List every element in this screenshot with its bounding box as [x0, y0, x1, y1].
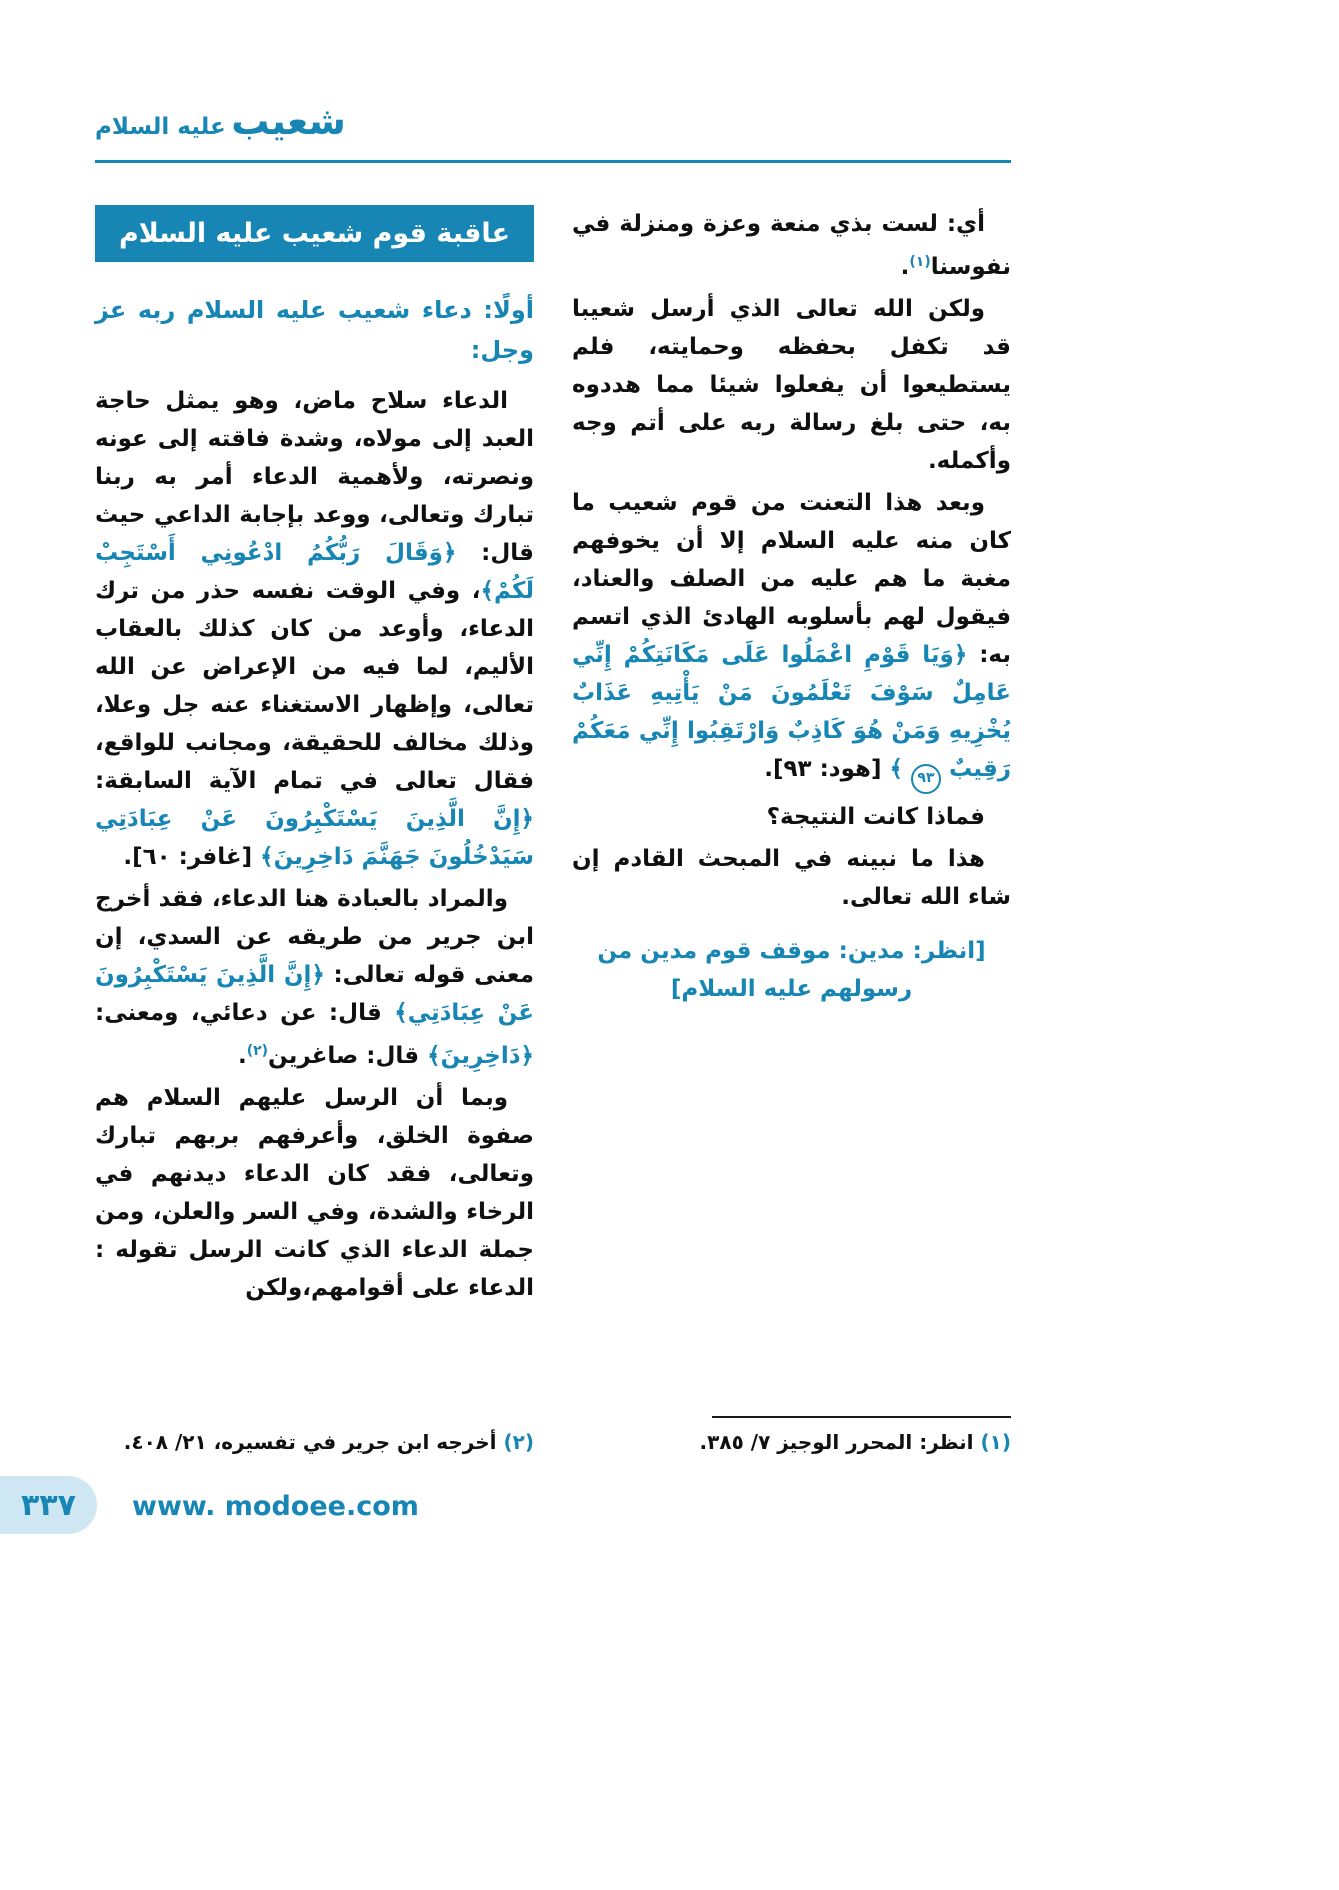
ayah-number-medallion: ٩٣ — [911, 764, 941, 794]
chapter-title-name: شعيب — [231, 99, 346, 143]
text-run: الدعاء سلاح ماض، وهو يمثل حاجة العبد إلى مولاه، وشدة فاقته إلى عونه ونصرته، ولأهمية الدعاء أمر به ربنا تبارك وتعالى، ووعد بإجابة الداعي حيث قال: — [86, 388, 534, 566]
text-run: قال: صاغرين — [268, 1043, 428, 1069]
footnote-2 — [95, 1427, 534, 1457]
two-column-layout — [86, 205, 1011, 1457]
footnote-separator — [712, 1416, 1011, 1418]
text-run: [هود: ٩٣]. — [764, 756, 890, 782]
footnote-block-1 — [572, 1416, 1011, 1457]
footnote-reference-marker: (١) — [909, 254, 931, 270]
text-run: والمراد بالعبادة هنا الدعاء، فقد أخرج ابن جرير من طريقه عن السدي، إن معنى قوله تعالى: — [86, 886, 534, 988]
text-run: [غافر: ٦٠]. — [123, 844, 261, 870]
section-title: عاقبة قوم شعيب عليه السلام — [118, 218, 511, 249]
text-run: أي: لست بذي منعة وعزة ومنزلة في نفوسنا — [563, 211, 1011, 280]
paragraph — [563, 205, 1011, 286]
paragraph-with-quran-verse — [86, 382, 534, 876]
text-run: ، وفي الوقت نفسه حذر من ترك الدعاء، وأوعد من كان كذلك بالعقاب الأليم، لما فيه من الإعراض عن الله تعالى، وإظهار الاستغناء عنه جل وعلا، وذلك مخالف للحقيقة، ومجانب للواقع، فقال تعالى في تمام الآية السابقة: — [86, 578, 534, 794]
text-run: . — [900, 254, 910, 280]
text-run: ولكن الله تعالى الذي أرسل شعيبا قد تكفل بحفظه وحمايته، فلم يستطيعوا أن يفعلوا شيئا مما هددوه به، حتى بلغ رسالة ربه على أتم وجه وأكمله. — [563, 296, 1011, 474]
text-run: قال: عن دعائي، ومعنى: — [87, 1000, 395, 1026]
right-column — [563, 205, 1011, 1457]
left-column — [86, 205, 534, 1457]
text-run: أخرجه ابن جرير في تفسيره، ٢١/ ٤٠٨. — [123, 1430, 497, 1454]
text-run: انظر: المحرر الوجيز ٧/ ٣٨٥. — [699, 1430, 974, 1454]
header-rule — [95, 160, 1011, 163]
footnote-number: (٢) — [496, 1430, 534, 1454]
section-title-box — [95, 205, 534, 262]
quran-verse: ﴾ — [889, 756, 911, 782]
page-content — [86, 98, 1011, 1457]
paragraph-with-quran-verse — [86, 880, 534, 1075]
chapter-title — [95, 98, 1011, 152]
quran-verse: ﴿وَيَا قَوْمِ اعْمَلُوا عَلَى مَكَانَتِكُمْ إِنِّي عَامِلٌ سَوْفَ تَعْلَمُونَ مَنْ يَأْتِيهِ عَذَابٌ يُخْزِيهِ وَمَنْ هُوَ كَاذِبٌ وَارْتَقِبُوا إِنِّي مَعَكُمْ رَقِيبٌ — [563, 642, 1011, 782]
paragraph-with-quran-verse — [563, 484, 1011, 794]
footnote-number: (١) — [973, 1430, 1011, 1454]
page-number: ٣٣٧ — [21, 1487, 76, 1523]
paragraph — [572, 798, 1011, 836]
footnote-block-2 — [95, 1427, 534, 1457]
paragraph — [563, 290, 1011, 480]
paragraph — [563, 840, 1011, 916]
quran-verse: ﴿إِنَّ الَّذِينَ يَسْتَكْبِرُونَ عَنْ عِبَادَتِي﴾ — [86, 962, 534, 1026]
text-run: فماذا كانت النتيجة؟ — [766, 804, 985, 830]
cross-reference-text: [انظر: مدين: موقف قوم مدين من رسولهم عليه السلام] — [589, 938, 986, 1002]
text-run: وبعد هذا التعنت من قوم شعيب ما كان منه عليه السلام إلا أن يخوفهم مغبة ما هم عليه من الصلف والعناد، فيقول لهم بأسلوبه الهادئ الذي اتسم به: — [563, 490, 1011, 668]
page-number-tab — [0, 1476, 97, 1534]
cross-reference-note — [572, 932, 1011, 1008]
footnote-1 — [572, 1427, 1011, 1457]
running-header — [95, 98, 1011, 163]
quran-verse: ﴿دَاخِرِينَ﴾ — [427, 1043, 534, 1069]
quran-verse: ﴿إِنَّ الَّذِينَ يَسْتَكْبِرُونَ عَنْ عِبَادَتِي سَيَدْخُلُونَ جَهَنَّمَ دَاخِرِينَ﴾ — [86, 806, 534, 870]
paragraph — [86, 1079, 534, 1307]
chapter-title-honorific: عليه السلام — [95, 114, 226, 140]
section-subheading: أولًا: دعاء شعيب عليه السلام ربه عز وجل: — [95, 296, 534, 364]
publisher-website: www. modoee.com — [132, 1491, 419, 1522]
text-run: هذا ما نبينه في المبحث القادم إن شاء الله تعالى. — [563, 846, 1011, 910]
footnote-reference-marker: (٢) — [246, 1043, 269, 1059]
text-run: وبما أن الرسل عليهم السلام هم صفوة الخلق، وأعرفهم بربهم تبارك وتعالى، فقد كان الدعاء ديدنهم في الرخاء والشدة، وفي السر والعلن، ومن جملة الدعاء الذي كانت الرسل تقوله : الدعاء على أقوامهم،ولكن — [86, 1085, 534, 1301]
text-run: . — [237, 1043, 247, 1069]
quran-verse: ﴿وَقَالَ رَبُّكُمُ ادْعُونِي أَسْتَجِبْ لَكُمْ﴾ — [86, 540, 534, 604]
